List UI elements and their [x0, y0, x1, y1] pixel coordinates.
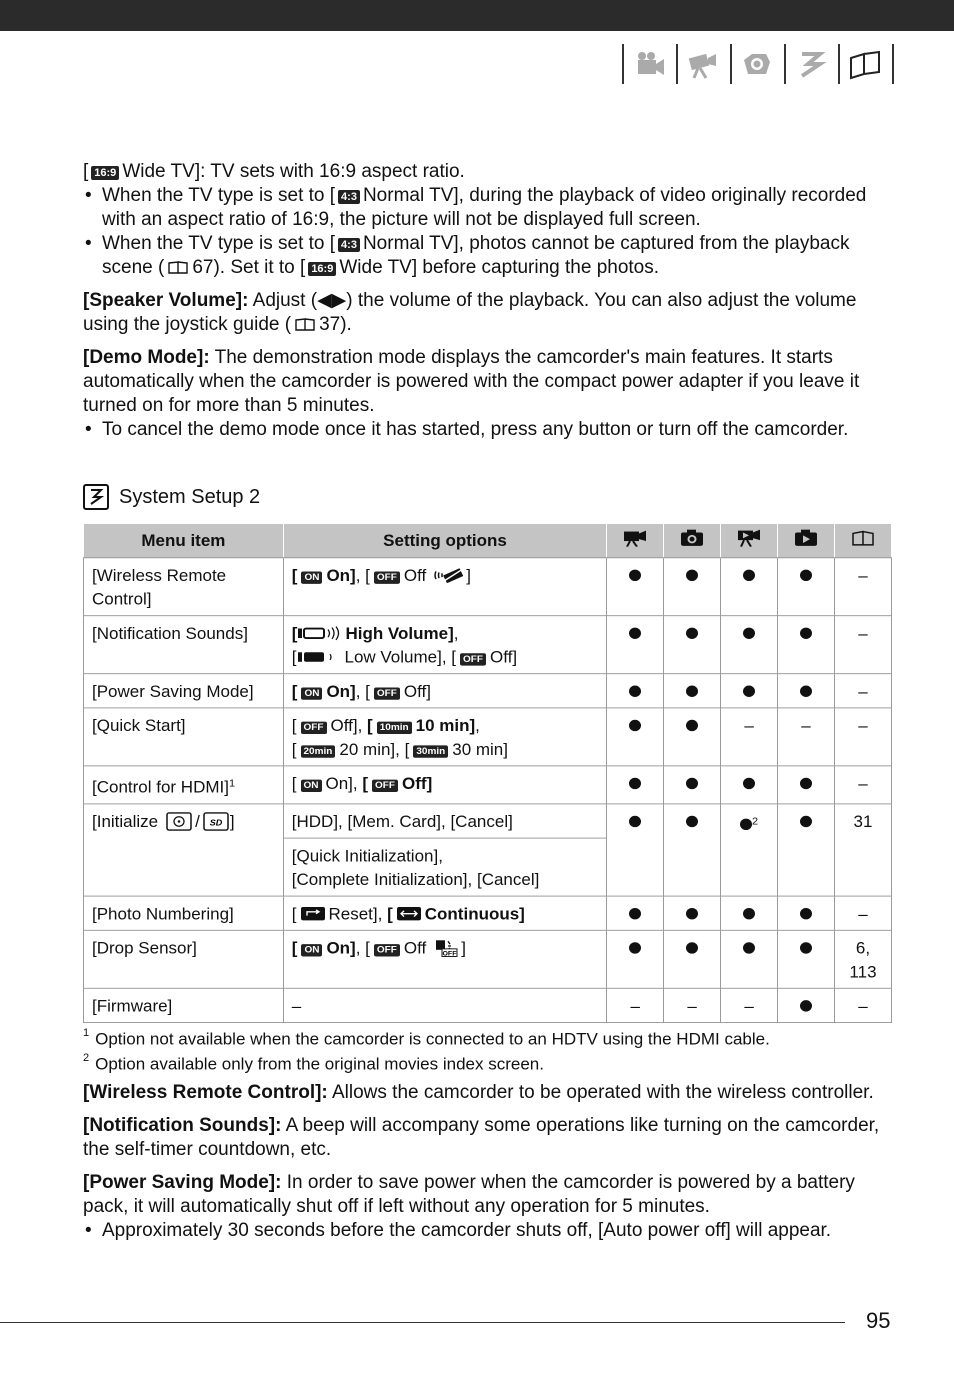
- available-dot: [629, 686, 641, 697]
- reference-cell: –: [834, 708, 891, 766]
- reference-cell: –: [834, 674, 891, 708]
- speaker-volume-para: [Speaker Volume]: Adjust (◀▶) the volume of the playback. You can also adjust the volume using the joystick guide ( 37).: [83, 290, 857, 335]
- widetv-line: [ 16:9 Wide TV]: TV sets with 16:9 aspect ratio.: [83, 161, 465, 182]
- available-dot: [629, 778, 641, 789]
- off-icon: OFF: [301, 722, 327, 734]
- available-dot: [629, 815, 641, 826]
- footer-rule: [0, 1322, 845, 1323]
- normal-tv-icon: 4:3: [338, 238, 360, 252]
- system-setup-icon: [83, 484, 109, 510]
- top-bar: [0, 0, 954, 31]
- menu-item-cell: [Notification Sounds]: [84, 616, 284, 674]
- available-dot: [743, 628, 755, 639]
- notification-sounds-para: [Notification Sounds]: A beep will accompany some operations like turning on the camcorder, the self-timer countdown, etc.: [83, 1115, 880, 1160]
- svg-text:OFF: OFF: [442, 950, 457, 958]
- available-dot: [629, 908, 641, 919]
- svg-text:SD: SD: [209, 817, 223, 827]
- available-dot: [800, 686, 812, 697]
- on-icon: ON: [301, 780, 322, 792]
- section-heading: System Setup 2: [83, 483, 260, 511]
- hdd-icon: [166, 812, 192, 831]
- available-dot: [686, 686, 698, 697]
- bullet-normal-tv-video: • When the TV type is set to [ 4:3 Normal TV], during the playback of video originally recorded with an aspect ratio of 16:9, the picture will not be displayed full screen.: [83, 184, 891, 232]
- available-dot: [743, 908, 755, 919]
- available-dot: [686, 908, 698, 919]
- reference-cell: –: [834, 616, 891, 674]
- photo-playback-icon: [778, 523, 835, 557]
- table-row: [84, 766, 892, 804]
- chapter-nav: [622, 44, 894, 84]
- page-number: 95: [866, 1308, 891, 1333]
- options-cell: [ ON On], [ OFF Off ]: [283, 558, 607, 616]
- settings-table: [83, 523, 892, 1023]
- wide-tv-icon: 16:9: [91, 166, 119, 180]
- available-dot: [800, 942, 812, 953]
- options-cell: [ ON On], [ OFF Off]: [283, 766, 607, 804]
- available-dot: [800, 570, 812, 581]
- twenty-min-icon: 20min: [301, 745, 336, 757]
- table-row: [84, 930, 892, 988]
- menu-item-cell: [Quick Start]: [84, 708, 284, 766]
- intro-text: [83, 160, 891, 442]
- available-dot: [686, 942, 698, 953]
- options-cell: [ Reset], [ Continuous]: [283, 896, 607, 930]
- header-setting-options: Setting options: [283, 523, 607, 557]
- available-dot: [686, 815, 698, 826]
- movie-play-cell: [721, 558, 778, 616]
- reference-cell: –: [834, 896, 891, 930]
- continuous-icon: [396, 906, 422, 921]
- wide-tv-icon: 16:9: [308, 262, 336, 276]
- descriptions: [83, 1081, 891, 1243]
- table-row: [84, 674, 892, 708]
- footnote-2: $^2$ Option available only from the original movies index screen.: [83, 1051, 544, 1074]
- off-icon: OFF: [372, 780, 398, 792]
- available-dot: [743, 570, 755, 581]
- menu-item-cell: [Initialize / SD ]: [84, 804, 284, 896]
- table-row: [84, 896, 892, 930]
- available-dot: [629, 720, 641, 731]
- options-cell: [ High Volume], [ Low Volume], [ OFF Off]: [283, 616, 607, 674]
- off-icon: OFF: [374, 687, 400, 699]
- memory-card-icon: [203, 812, 229, 831]
- available-dot: [743, 778, 755, 789]
- options-cell: [ ON On], [ OFF Off OFF ]: [283, 930, 607, 988]
- available-dot: [800, 778, 812, 789]
- available-dot: [629, 570, 641, 581]
- off-icon: OFF: [460, 653, 486, 665]
- normal-tv-icon: 4:3: [338, 190, 360, 204]
- movie-camera-icon[interactable]: [676, 44, 730, 84]
- options-cell: –: [283, 988, 607, 1022]
- demo-bullet: • To cancel the demo mode once it has started, press any button or turn off the camcorder.: [83, 418, 891, 442]
- book-icon[interactable]: [838, 44, 894, 84]
- table-row: [84, 616, 892, 674]
- photo-icon[interactable]: [730, 44, 784, 84]
- available-dot: [743, 686, 755, 697]
- table-row: [Quick Start] [ OFF Off], [ 10min 10 min], [ 20min 20 min], [ 30min 30 min] – – –: [84, 708, 892, 766]
- photo-mode-cell: [664, 558, 721, 616]
- table-row: [Firmware] – – – – –: [84, 988, 892, 1022]
- on-icon: ON: [301, 944, 322, 956]
- thirty-min-icon: 30min: [413, 745, 448, 757]
- demo-mode-para: [Demo Mode]: The demonstration mode displays the camcorder's main features. It starts automatically when the camcorder is powered with the compact power adapter if you leave it turned on for more than 5 minutes.: [83, 347, 860, 416]
- power-saving-bullet: • Approximately 30 seconds before the camcorder shuts off, [Auto power off] will appear.: [83, 1219, 891, 1243]
- footnotes: [83, 1025, 770, 1074]
- available-dot: [743, 942, 755, 953]
- table-row: [84, 558, 892, 616]
- book-icon: [295, 318, 315, 331]
- low-volume-icon: [297, 649, 345, 664]
- movie-playback-icon: [721, 523, 778, 557]
- reference-cell: –: [834, 988, 891, 1022]
- menu-item-cell: [Photo Numbering]: [84, 896, 284, 930]
- book-icon: [834, 523, 891, 557]
- reset-icon: [300, 906, 326, 921]
- available-dot: [629, 942, 641, 953]
- options-cell: [ ON On], [ OFF Off]: [283, 674, 607, 708]
- reference-cell: 6, 113: [834, 930, 891, 988]
- available-dot: [686, 570, 698, 581]
- available-dot: [800, 908, 812, 919]
- header-menu-item: Menu item: [84, 523, 284, 557]
- camera-icon: [664, 523, 721, 557]
- available-dot: [629, 628, 641, 639]
- reference-cell: –: [834, 766, 891, 804]
- options-cell: [ OFF Off], [ 10min 10 min], [ 20min 20 min], [ 30min 30 min]: [283, 708, 607, 766]
- off-icon: OFF: [374, 944, 400, 956]
- movie-mode-cell: [607, 558, 664, 616]
- movie-camera-icon: [607, 523, 664, 557]
- table-header: [84, 523, 892, 557]
- photo-play-cell: [778, 558, 835, 616]
- available-dot: [686, 778, 698, 789]
- on-icon: ON: [301, 687, 322, 699]
- remote-off-icon: [434, 568, 464, 583]
- available-dot: [800, 628, 812, 639]
- footnote-1: $^1$ Option not available when the camcorder is connected to an HDTV using the HDMI cable.: [83, 1027, 770, 1049]
- video-icon[interactable]: [622, 44, 676, 84]
- menu-item-cell: [Drop Sensor]: [84, 930, 284, 988]
- menu-item-cell: [Power Saving Mode]: [84, 674, 284, 708]
- reference-cell: 31: [834, 804, 891, 896]
- high-volume-icon: [297, 626, 345, 641]
- menu-item-cell: [Firmware]: [84, 988, 284, 1022]
- on-icon: ON: [301, 571, 322, 583]
- options-cell: [Quick Initialization], [Complete Initialization], [Cancel]: [283, 838, 607, 896]
- available-dot: [800, 1000, 812, 1011]
- options-cell: [HDD], [Mem. Card], [Cancel]: [283, 804, 607, 838]
- available-dot: [740, 819, 752, 830]
- available-dot: [686, 628, 698, 639]
- reference-cell: –: [834, 558, 891, 616]
- book-icon: [168, 261, 188, 274]
- available-dot: [686, 720, 698, 731]
- drop-sensor-off-icon: [434, 938, 458, 957]
- available-dot: [800, 815, 812, 826]
- wireless-remote-para: [Wireless Remote Control]: Allows the camcorder to be operated with the wireless controller.: [83, 1082, 874, 1103]
- bullet-normal-tv-photo: • When the TV type is set to [ 4:3 Normal TV], photos cannot be captured from the playback scene ( 67). Set it to [ 16:9 Wide TV] before capturing the photos.: [83, 232, 891, 280]
- menu-item-cell: [Control for HDMI]$^1$: [84, 766, 284, 804]
- table-row: [Initialize / SD ] [HDD], [Mem. Card], [Cancel] $^2$ 31: [84, 804, 892, 838]
- ten-min-icon: 10min: [377, 722, 412, 734]
- off-icon: OFF: [374, 571, 400, 583]
- menu-item-cell: [Wireless Remote Control]: [84, 558, 284, 616]
- power-saving-para: [Power Saving Mode]: In order to save power when the camcorder is powered by a battery pack, it will automatically shut off if left without any operation for 5 minutes.: [83, 1172, 855, 1217]
- tools-icon[interactable]: [784, 44, 838, 84]
